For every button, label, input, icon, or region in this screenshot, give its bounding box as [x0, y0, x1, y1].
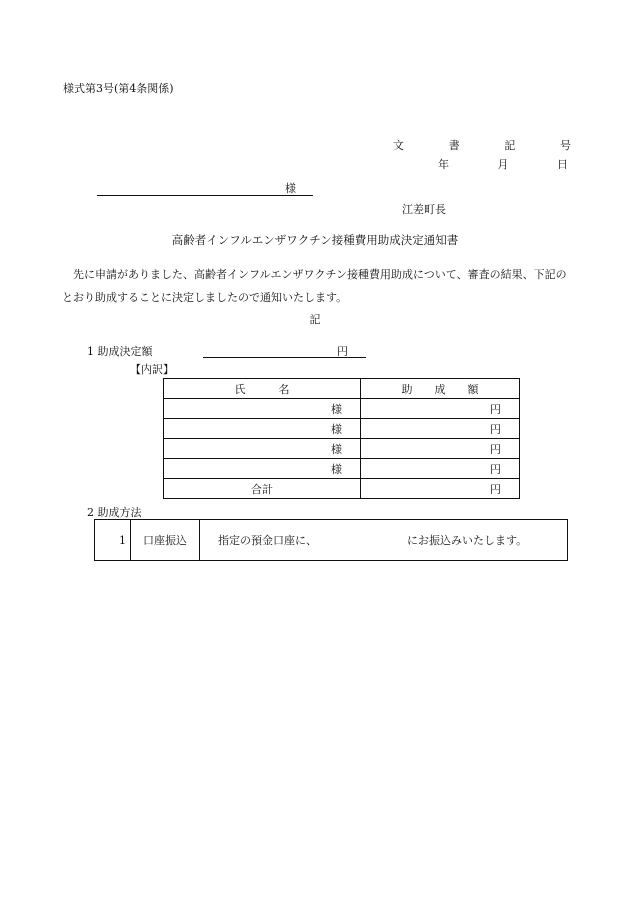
document-title: 高齢者インフルエンザワクチン接種費用助成決定通知書 — [171, 233, 459, 247]
row-amount: 円 — [361, 439, 520, 459]
notice-text: 先に申請がありました、高齢者インフルエンザワクチン接種費用助成について、審査の結果、下記のとおり助成することに決定しましたので通知いたします。 — [62, 268, 567, 304]
doc-number-char: 号 — [559, 139, 571, 152]
table-total-row — [164, 479, 520, 499]
row-name: 様 — [164, 399, 361, 419]
notice-paragraph — [62, 263, 572, 309]
row-amount: 円 — [361, 459, 520, 479]
date-line — [438, 156, 568, 172]
table-row — [164, 399, 520, 419]
table-row — [164, 459, 520, 479]
table-row — [164, 439, 520, 459]
total-amount: 円 — [361, 479, 520, 499]
row-amount: 円 — [361, 399, 520, 419]
total-label: 合計 — [164, 479, 361, 499]
breakdown-label: 【内訳】 — [130, 363, 174, 376]
table-header-row — [164, 379, 520, 399]
item1-yen: 円 — [337, 345, 348, 358]
date-day: 日 — [557, 158, 568, 171]
doc-number-char: 記 — [504, 139, 516, 152]
row-name: 様 — [164, 439, 361, 459]
row-amount: 円 — [361, 419, 520, 439]
date-year: 年 — [438, 158, 449, 171]
doc-number-char: 書 — [448, 139, 460, 152]
method-number: 1 — [95, 520, 131, 561]
form-number: 様式第3号(第4条関係) — [63, 82, 174, 95]
method-desc-prefix: 指定の預金口座に、 — [218, 534, 317, 547]
col-amount-header: 助 成 額 — [361, 379, 520, 399]
payment-method-row — [95, 520, 568, 561]
item2-label: 2 助成方法 — [87, 506, 142, 519]
document-number-line — [393, 137, 571, 153]
item1-amount-underline — [203, 357, 366, 358]
issuer: 江差町長 — [402, 203, 446, 216]
method-name: 口座振込 — [131, 520, 200, 561]
payment-method-table — [94, 519, 568, 561]
method-desc-suffix: にお振込みいたします。 — [407, 534, 528, 547]
row-name: 様 — [164, 459, 361, 479]
ki-heading: 記 — [309, 313, 321, 326]
doc-number-char: 文 — [393, 139, 404, 152]
table-row — [164, 419, 520, 439]
row-name: 様 — [164, 419, 361, 439]
item1-label: 1 助成決定額 — [87, 345, 153, 358]
addressee-suffix: 様 — [285, 182, 296, 195]
method-description — [200, 520, 568, 561]
breakdown-table — [163, 378, 520, 499]
addressee-underline — [97, 195, 313, 196]
date-month: 月 — [497, 158, 509, 171]
col-name-header: 氏 名 — [164, 379, 361, 399]
